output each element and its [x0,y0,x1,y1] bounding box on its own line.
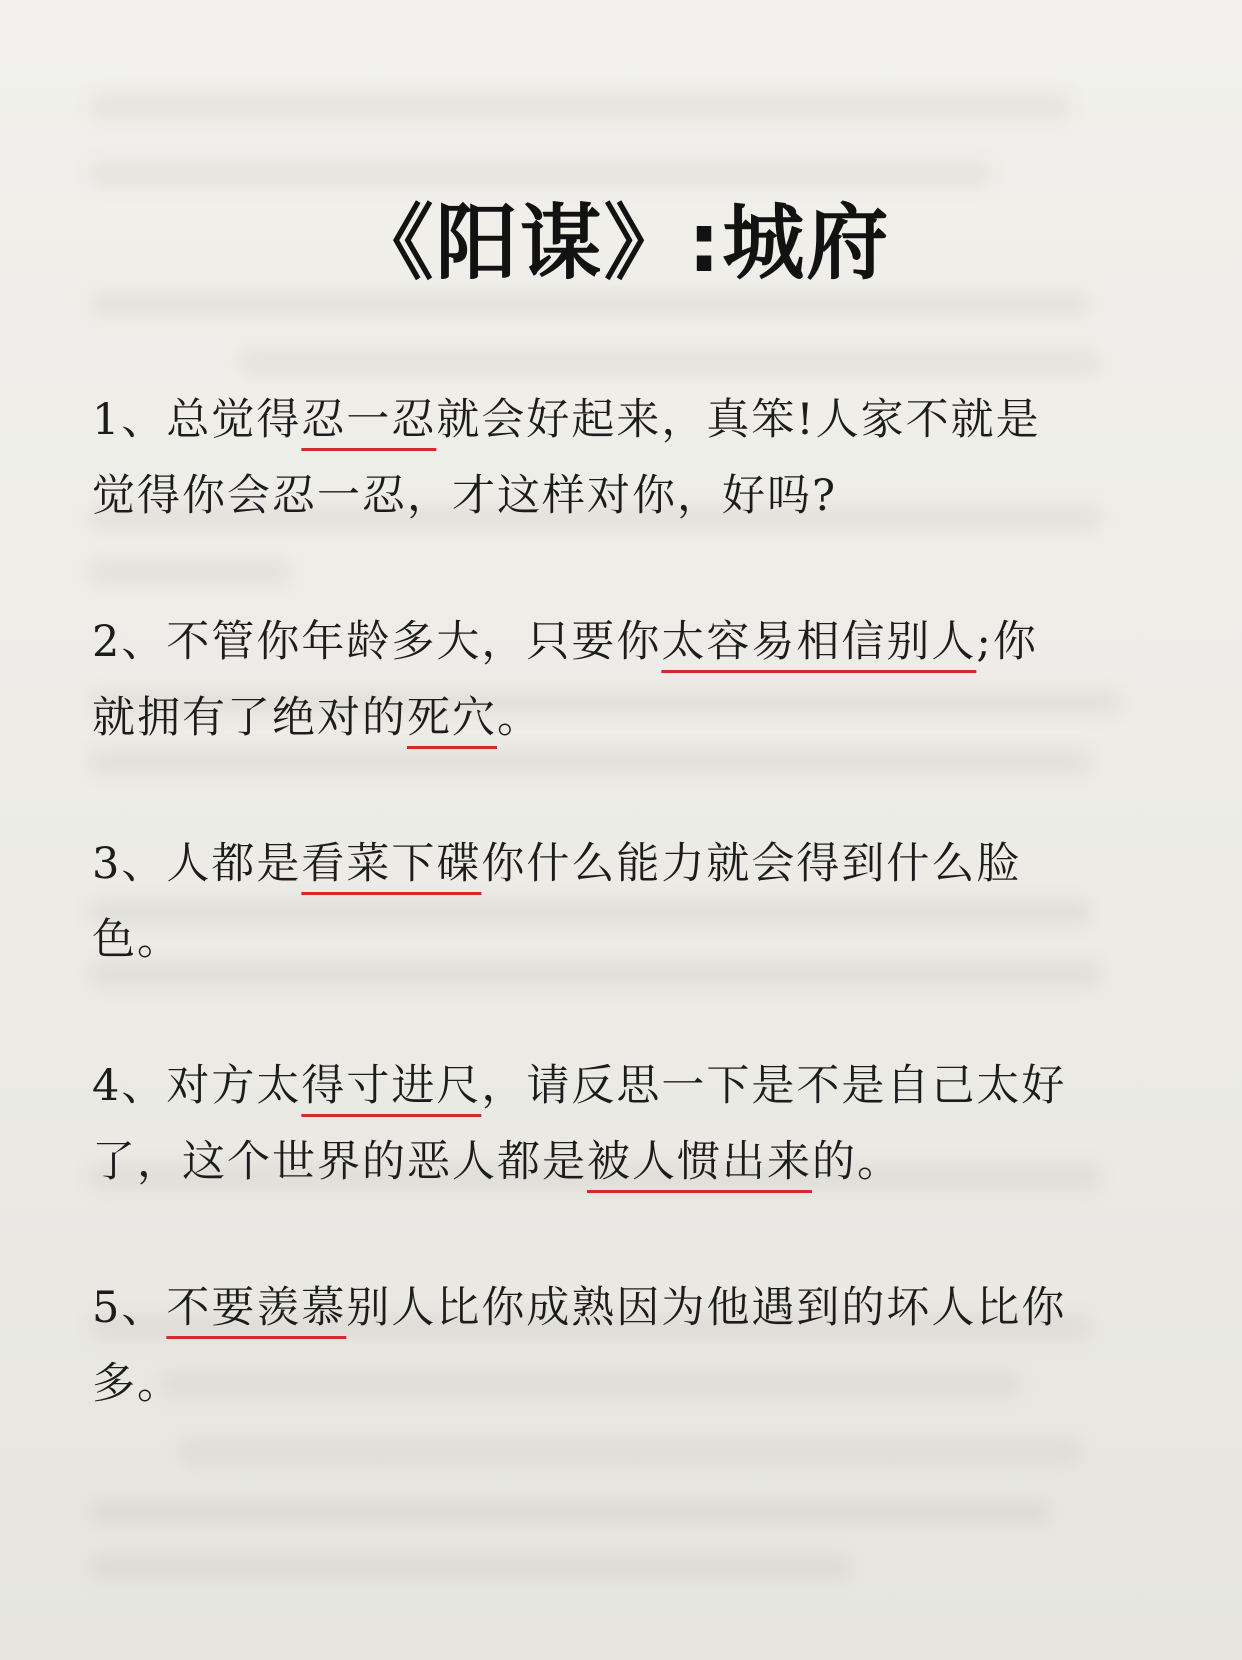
tip-text: 就会好起来，真笨!人家不就是 觉得你会忍一忍，才这样对你，好吗? [92,395,1041,521]
tip-item-2 [92,604,1152,756]
tip-text: 3、人都是 [92,839,302,889]
tip-text: 你什么能力就会得到什么脸 色。 [92,839,1022,965]
tip-item-3 [92,826,1152,978]
highlighted-phrase: 太容易相信别人 [661,617,977,667]
tip-text: ;你 就拥有了绝对的 [92,617,1038,743]
page-title: 《阳谋》:城府 [351,196,891,291]
highlighted-phrase: 不要羡慕 [166,1283,347,1333]
tip-list [92,382,1152,1492]
tip-text: 4、对方太 [92,1061,302,1111]
tip-text: 2、不管你年龄多大，只要你 [92,617,662,667]
blurred-text-line [90,95,1070,119]
highlighted-phrase: 得寸进尺 [301,1061,482,1111]
tip-text: ，请反思一下是不是自己太好 了，这个世界的恶人都是 [92,1061,1067,1187]
blurred-text-line [90,1555,850,1579]
highlighted-phrase: 忍一忍 [301,395,437,445]
tip-item-1 [92,382,1152,534]
tip-text: 的。 [812,1137,902,1187]
highlighted-phrase: 被人惯出来 [587,1137,812,1187]
tip-text: 5、 [92,1283,167,1333]
blurred-text-line [90,292,1090,316]
highlighted-phrase: 看菜下碟 [301,839,482,889]
tip-item-5 [92,1270,1152,1422]
blurred-text-line [240,350,1100,374]
tip-text: 1、总觉得 [92,395,302,445]
tip-item-4 [92,1048,1152,1200]
tip-text: 别人比你成熟因为他遇到的坏人比你 多。 [92,1283,1067,1409]
blurred-text-line [90,1500,1050,1524]
tip-text: 。 [497,693,542,743]
highlighted-phrase: 死穴 [407,693,497,743]
